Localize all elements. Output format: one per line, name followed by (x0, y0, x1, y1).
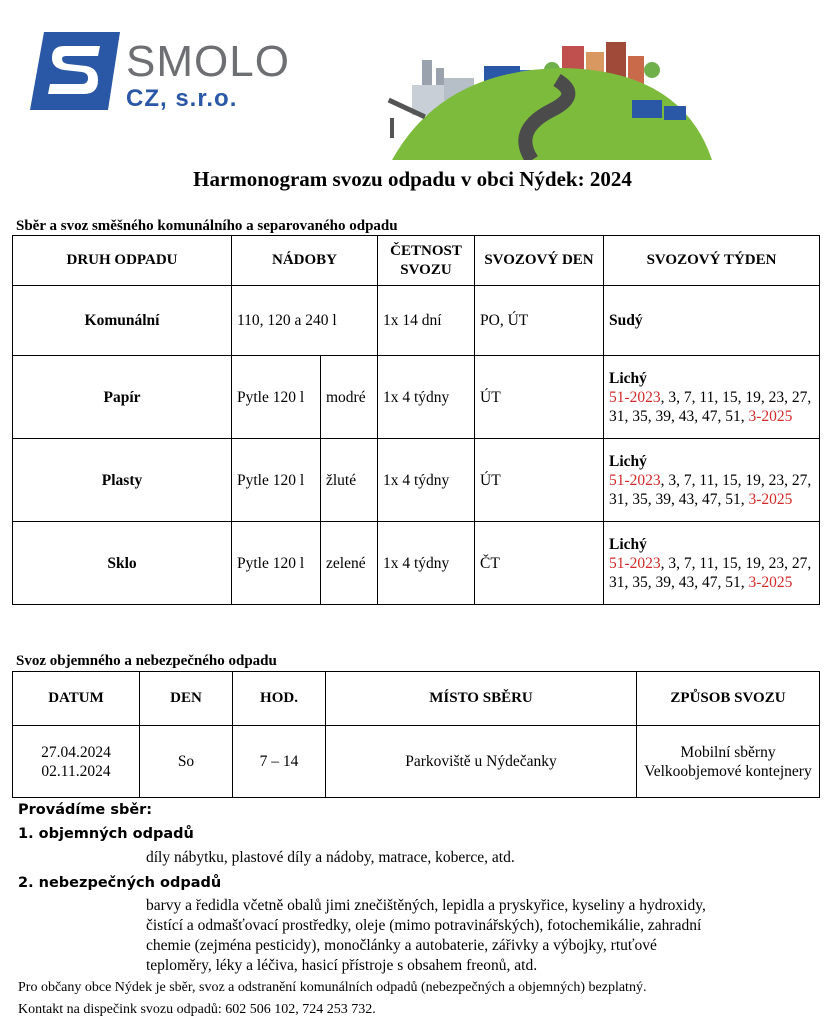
smolo-logo-icon (30, 32, 120, 110)
row-bins: Pytle 120 l (232, 522, 321, 605)
company-logo (30, 32, 330, 112)
footer-contact: Kontakt na dispečink svozu odpadů: 602 506 102, 724 253 732. (18, 1002, 376, 1017)
row-type: Papír (13, 356, 232, 439)
city-hill-illustration (382, 30, 712, 160)
table-header-row (13, 236, 820, 286)
header-method: ZPŮSOB SVOZU (637, 672, 820, 726)
table-row (13, 726, 820, 798)
row-bag-color: modré (321, 356, 378, 439)
row-bins: Pytle 120 l (232, 439, 321, 522)
row-type: Komunální (13, 286, 232, 356)
row-day: PO, ÚT (475, 286, 604, 356)
collection-heading: Provádíme sběr: (18, 802, 153, 818)
logo-subtitle: CZ, s.r.o. (126, 85, 238, 112)
row-type: Sklo (13, 522, 232, 605)
table-row (13, 356, 820, 439)
collection-item1-text: díly nábytku, plastové díly a nádoby, matrace, koberce, atd. (146, 849, 515, 866)
row-week: Lichý 51-2023, 3, 7, 11, 15, 19, 23, 27, 31, 35, 39, 43, 47, 51, 3-2025 (604, 439, 820, 522)
header-date: DATUM (13, 672, 140, 726)
section-title-mixed-waste: Sběr a svoz směšného komunálního a separovaného odpadu (16, 218, 398, 234)
document-title: Harmonogram svozu odpadu v obci Nýdek: 2024 (193, 167, 632, 191)
header-day: SVOZOVÝ DEN (475, 236, 604, 286)
row-day: ÚT (475, 439, 604, 522)
row-frequency: 1x 4 týdny (378, 356, 475, 439)
header-frequency: ČETNOST SVOZU (378, 236, 475, 286)
header-hours: HOD. (233, 672, 326, 726)
row-type: Plasty (13, 439, 232, 522)
collection-item1-title: 1. objemných odpadů (18, 826, 194, 842)
table-header-row (13, 672, 820, 726)
row-frequency: 1x 4 týdny (378, 522, 475, 605)
row-day: ČT (475, 522, 604, 605)
collection-item2-text: barvy a ředidla včetně obalů jimi znečištěných, lepidla a pryskyřice, kyseliny a hydroxidy, čistící a odmašťovací prostředky, oleje (mimo potravinářských), fotochemikálie, zahradní chemie (zejména pesticidy), monočlánky a autobaterie, zářivky a výbojky, rtuťové teploměry, léky a léčiva, hasicí přístroje s obsahem freonů, atd. (146, 897, 706, 974)
row-hours: 7 – 14 (233, 726, 326, 798)
section-title-bulky-waste: Svoz objemného a nebezpečného odpadu (16, 653, 277, 669)
header-place: MÍSTO SBĚRU (326, 672, 637, 726)
header-day: DEN (140, 672, 233, 726)
row-bins: Pytle 120 l (232, 356, 321, 439)
row-frequency: 1x 4 týdny (378, 439, 475, 522)
table-row (13, 522, 820, 605)
row-bag-color: zelené (321, 522, 378, 605)
row-day: So (140, 726, 233, 798)
row-week: Lichý 51-2023, 3, 7, 11, 15, 19, 23, 27, 31, 35, 39, 43, 47, 51, 3-2025 (604, 522, 820, 605)
row-week: Lichý 51-2023, 3, 7, 11, 15, 19, 23, 27, 31, 35, 39, 43, 47, 51, 3-2025 (604, 356, 820, 439)
row-method: Mobilní sběrny Velkoobjemové kontejnery (637, 726, 820, 798)
row-week: Sudý (604, 286, 820, 356)
table-row (13, 439, 820, 522)
row-date: 27.04.2024 02.11.2024 (13, 726, 140, 798)
table-row (13, 286, 820, 356)
bulky-waste-table (12, 671, 820, 798)
row-day: ÚT (475, 356, 604, 439)
header-type: DRUH ODPADU (13, 236, 232, 286)
collection-item2-title: 2. nebezpečných odpadů (18, 875, 222, 891)
row-frequency: 1x 14 dní (378, 286, 475, 356)
row-bins: 110, 120 a 240 l (232, 286, 378, 356)
footer-free-of-charge: Pro občany obce Nýdek je sběr, svoz a odstranění komunálních odpadů (nebezpečných a objemných) bezplatný. (18, 980, 647, 995)
header-week: SVOZOVÝ TÝDEN (604, 236, 820, 286)
header-bins: NÁDOBY (232, 236, 378, 286)
waste-schedule-table (12, 235, 820, 605)
logo-name: SMOLO (126, 37, 290, 86)
row-place: Parkoviště u Nýdečanky (326, 726, 637, 798)
row-bag-color: žluté (321, 439, 378, 522)
